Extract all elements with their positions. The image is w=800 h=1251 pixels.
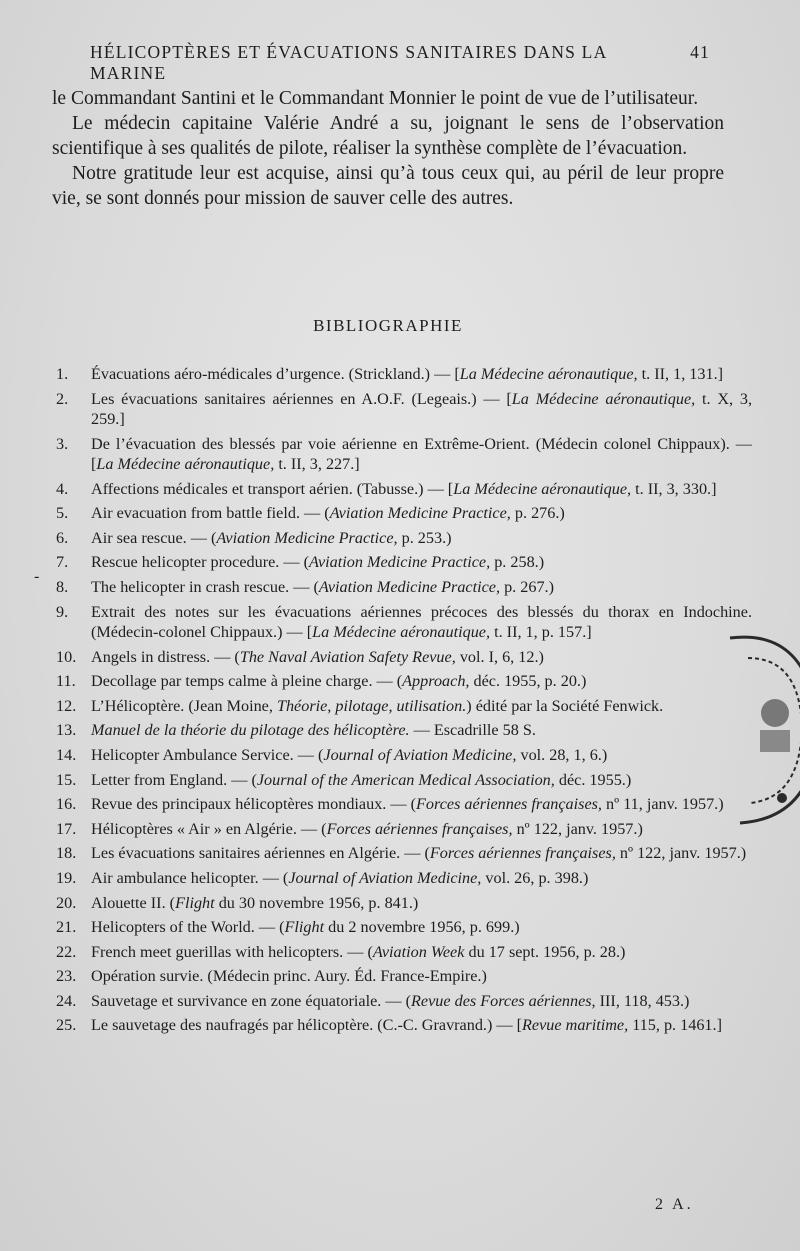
- bibliography-entry: [56, 942, 752, 962]
- entry-number: 14.: [56, 745, 77, 764]
- entry-source-title: Aviation Medicine Practice,: [329, 504, 511, 523]
- entry-source-title: Forces aériennes françaises,: [326, 819, 513, 838]
- entry-number: 22.: [56, 942, 77, 961]
- paragraph: Notre gratitude leur est acquise, ainsi qu’à tous ceux qui, au péril de leur propre vie, se sont donnés pour mission de sauver celle des autres.: [52, 163, 724, 209]
- entry-source-title: Journal of the American Medical Association,: [256, 770, 555, 789]
- bibliography-entry: [56, 528, 752, 548]
- bibliography-entry: [56, 1015, 752, 1035]
- entry-source-title: Flight: [175, 893, 215, 912]
- entry-text: Rescue helicopter procedure. — (: [91, 553, 309, 572]
- entry-text: L’Hélicoptère. (Jean Moine,: [91, 696, 277, 715]
- entry-text: Air evacuation from battle field. — (: [91, 504, 330, 523]
- bibliography-entry: [56, 819, 752, 839]
- entry-reference: t. II, 1, p. 157.]: [490, 622, 592, 641]
- entry-text: Hélicoptères « Air » en Algérie. — (: [91, 819, 327, 838]
- entry-reference: p. 253.): [397, 528, 452, 547]
- bibliography-entry: [56, 479, 752, 499]
- entry-number: 12.: [56, 696, 77, 715]
- entry-source-title: The Naval Aviation Safety Revue,: [239, 647, 456, 666]
- entry-number: 15.: [56, 770, 77, 789]
- section-title: BIBLIOGRAPHIE: [313, 316, 463, 335]
- entry-source-title: Théorie, pilotage, utilisation.: [276, 696, 467, 715]
- entry-text: Extrait des notes sur les évacuations aériennes précoces des blessés du thorax en Indochine. (Médecin-colonel Chippaux.) — [: [91, 602, 752, 641]
- bibliography-entry: [56, 794, 752, 814]
- entry-reference: du 2 novembre 1956, p. 699.): [324, 918, 520, 937]
- entry-text: Les évacuations sanitaires aériennes en Algérie. — (: [91, 844, 430, 863]
- bibliography-entry: [56, 720, 752, 740]
- entry-source-title: Aviation Medicine Practice,: [318, 577, 501, 596]
- bibliography-entry: [56, 602, 752, 643]
- entry-number: 4.: [56, 479, 69, 498]
- entry-text: Angels in distress. — (: [91, 647, 240, 666]
- bibliography-entry: [56, 770, 752, 790]
- bibliography-entry: [56, 389, 752, 430]
- entry-reference: ) édité par la Société Fenwick.: [466, 696, 664, 715]
- paragraph: Le médecin capitaine Valérie André a su, joignant le sens de l’observation scientifique à ses qualités de pilote, réaliser la synthèse complète de l’évacuation.: [52, 113, 724, 159]
- entry-reference: p. 267.): [500, 577, 554, 596]
- entry-source-title: Aviation Week: [372, 942, 465, 961]
- bibliography-entry: [56, 917, 752, 937]
- entry-reference: nº 122, janv. 1957.): [615, 844, 747, 863]
- entry-source-title: Approach,: [402, 672, 470, 691]
- entry-number: 11.: [56, 672, 76, 691]
- entry-text: Decollage par temps calme à pleine charge. — (: [91, 672, 403, 691]
- margin-mark: -: [34, 568, 40, 585]
- entry-source-title: La Médecine aéronautique,: [312, 622, 491, 641]
- entry-reference: t. II, 1, 131.]: [637, 365, 724, 383]
- entry-reference: p. 276.): [510, 504, 565, 523]
- body-text: [52, 86, 724, 211]
- entry-number: 19.: [56, 868, 77, 887]
- bibliography-entry: [56, 966, 752, 986]
- entry-number: 8.: [56, 577, 69, 596]
- bibliography-entry: [56, 434, 752, 475]
- entry-reference: du 17 sept. 1956, p. 28.): [464, 942, 626, 961]
- entry-source-title: Journal of Aviation Medicine,: [323, 745, 517, 764]
- entry-text: Évacuations aéro-médicales d’urgence. (Strickland.) — [: [91, 365, 460, 383]
- signature-mark: 2 A.: [655, 1196, 694, 1213]
- bibliography-entry: [56, 671, 752, 691]
- entry-number: 17.: [56, 819, 77, 838]
- entry-number: 13.: [56, 721, 77, 740]
- bibliography-entry: [56, 364, 752, 384]
- entry-text: De l’évacuation des blessés par voie aérienne en Extrême-Orient. (Médecin colonel Chippaux). — [: [91, 434, 752, 473]
- bibliography-entry: [56, 745, 752, 765]
- entry-number: 2.: [56, 389, 69, 408]
- entry-text: Les évacuations sanitaires aériennes en A.O.F. (Legeais.) — [: [91, 389, 512, 408]
- page-number: 41: [690, 42, 710, 62]
- running-head-title: HÉLICOPTÈRES ET ÉVACUATIONS SANITAIRES DANS LA MARINE: [90, 42, 607, 83]
- entry-reference: déc. 1955, p. 20.): [469, 672, 587, 691]
- entry-number: 24.: [56, 991, 77, 1010]
- entry-text: French meet guerillas with helicopters. — (: [91, 942, 373, 961]
- entry-reference: vol. 26, p. 398.): [481, 868, 589, 887]
- entry-number: 9.: [56, 602, 69, 621]
- library-stamp: [700, 618, 800, 838]
- bibliography-entry: [56, 696, 752, 716]
- entry-text: Letter from England. — (: [91, 770, 257, 789]
- bibliography-list: [56, 364, 752, 1040]
- entry-source-title: La Médecine aéronautique,: [96, 455, 275, 473]
- entry-text: Revue des principaux hélicoptères mondiaux. — (: [91, 795, 417, 814]
- entry-source-title: Aviation Medicine Practice,: [309, 553, 491, 572]
- entry-source-title: Journal of Aviation Medicine,: [288, 868, 482, 887]
- entry-number: 25.: [56, 1016, 77, 1035]
- entry-source-title: Forces aériennes françaises,: [416, 795, 602, 814]
- entry-text: Le sauvetage des naufragés par hélicoptère. (C.-C. Gravrand.) — [: [91, 1016, 523, 1035]
- bibliography-entry: [56, 893, 752, 913]
- entry-reference: — Escadrille 58 S.: [409, 721, 536, 740]
- paragraph: le Commandant Santini et le Commandant Monnier le point de vue de l’utilisateur.: [52, 88, 699, 109]
- entry-text: Sauvetage et survivance en zone équatoriale. — (: [91, 991, 412, 1010]
- entry-source-title: Flight: [284, 918, 325, 937]
- entry-text: Alouette II. (: [91, 893, 176, 912]
- entry-source-title: Aviation Medicine Practice,: [216, 528, 398, 547]
- entry-source-title: Forces aériennes françaises,: [429, 844, 616, 863]
- entry-text: Helicopters of the World. — (: [91, 918, 285, 937]
- bibliography-entry: [56, 843, 752, 863]
- bibliography-entry: [56, 577, 752, 597]
- entry-source-title: Revue maritime,: [522, 1016, 629, 1035]
- entry-reference: nº 11, janv. 1957.): [601, 795, 724, 814]
- entry-reference: 115, p. 1461.]: [628, 1016, 722, 1035]
- bibliography-entry: [56, 552, 752, 572]
- entry-reference: vol. 28, 1, 6.): [516, 745, 608, 764]
- entry-number: 10.: [56, 647, 77, 666]
- bibliography-entry: [56, 868, 752, 888]
- entry-text: The helicopter in crash rescue. — (: [91, 577, 319, 596]
- entry-text: Helicopter Ambulance Service. — (: [91, 745, 324, 764]
- entry-reference: nº 122, janv. 1957.): [512, 819, 643, 838]
- entry-number: 20.: [56, 893, 77, 912]
- entry-number: 21.: [56, 918, 77, 937]
- entry-number: 5.: [56, 504, 69, 523]
- entry-text: Opération survie. (Médecin princ. Aury. Éd. France-Empire.): [91, 967, 487, 986]
- entry-source-title: La Médecine aéronautique,: [511, 389, 696, 408]
- entry-text: Air ambulance helicopter. — (: [91, 868, 289, 887]
- entry-reference: p. 258.): [490, 553, 545, 572]
- entry-source-title: La Médecine aéronautique,: [459, 365, 638, 383]
- entry-source-title: La Médecine aéronautique,: [453, 479, 632, 498]
- entry-reference: III, 118, 453.): [595, 991, 690, 1010]
- entry-reference: du 30 novembre 1956, p. 841.): [214, 893, 419, 912]
- entry-reference: vol. I, 6, 12.): [455, 647, 544, 666]
- entry-number: 23.: [56, 967, 77, 986]
- bibliography-entry: [56, 991, 752, 1011]
- running-head: [90, 42, 710, 84]
- entry-number: 7.: [56, 553, 69, 572]
- entry-number: 16.: [56, 795, 77, 814]
- entry-number: 6.: [56, 528, 69, 547]
- entry-reference: t. II, 3, 227.]: [274, 455, 360, 473]
- bibliography-entry: [56, 647, 752, 667]
- entry-number: 18.: [56, 844, 77, 863]
- entry-text: Affections médicales et transport aérien. (Tabusse.) — [: [91, 479, 454, 498]
- entry-reference: t. X, 3, 259.]: [91, 389, 752, 428]
- bibliography-entry: [56, 503, 752, 523]
- entry-text: Air sea rescue. — (: [91, 528, 217, 547]
- entry-reference: déc. 1955.): [554, 770, 632, 789]
- entry-number: 1.: [56, 365, 69, 383]
- entry-number: 3.: [56, 434, 69, 453]
- entry-reference: t. II, 3, 330.]: [631, 479, 717, 498]
- entry-source-title: Manuel de la théorie du pilotage des hélicoptère.: [91, 721, 410, 740]
- entry-source-title: Revue des Forces aériennes,: [411, 991, 596, 1010]
